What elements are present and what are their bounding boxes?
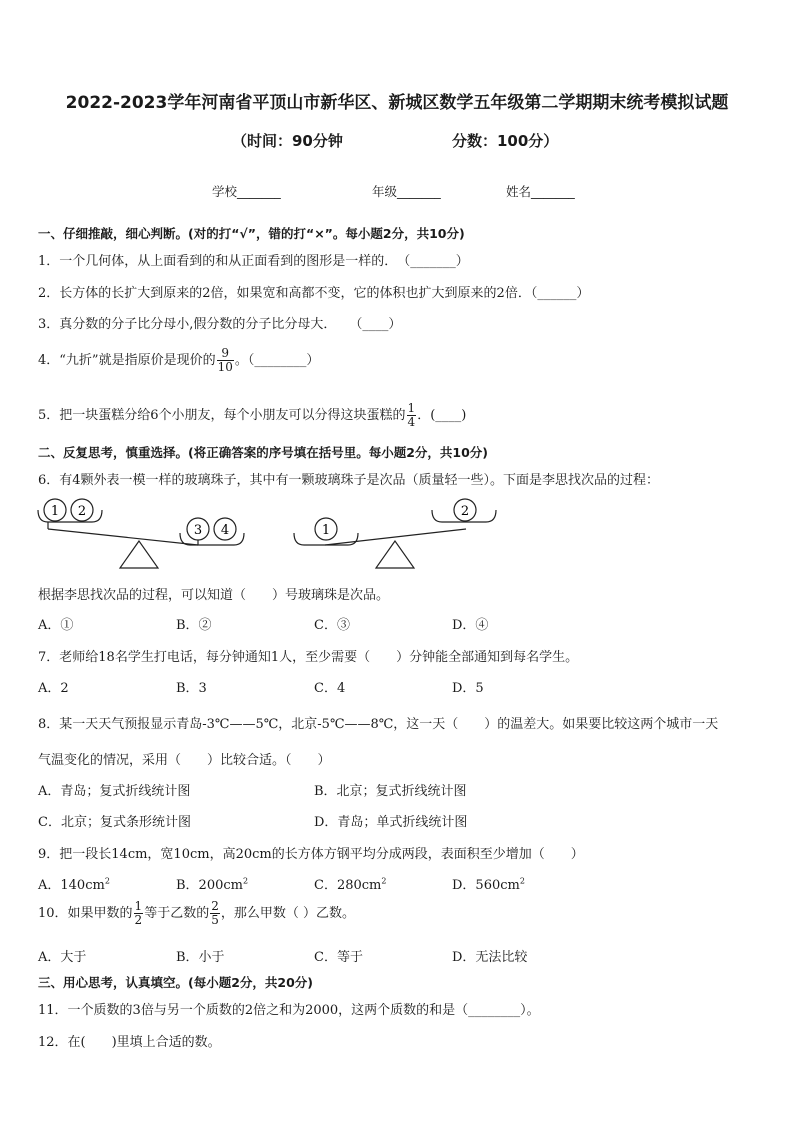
q6-option-a[interactable]: A．① [38,618,74,633]
q7-option-b[interactable]: B．3 [176,681,207,696]
question-3: 3．真分数的分子比分母小,假分数的分子比分母大． （____） [38,317,402,332]
balance-left [38,499,244,568]
q9-option-b[interactable] [176,874,248,893]
exam-score: 分数：100分） [452,132,559,150]
superscript: 2 [104,876,110,886]
balance-right [294,499,496,568]
fraction-denominator: 5 [211,913,219,927]
question-1: 1．一个几何体，从上面看到的和从正面看到的图形是一样的． （_______） [38,254,469,269]
exam-time: （时间：90分钟 [232,132,343,150]
superscript: 2 [381,876,387,886]
exam-title: 2022-2023学年河南省平顶山市新华区、新城区数学五年级第二学期期末统考模拟试题 [65,93,729,113]
ball-label: 2 [460,504,470,519]
q7-option-c[interactable]: C．4 [314,681,346,696]
superscript: 2 [519,876,525,886]
question-8-line1: 8．某一天天气预报显示青岛-3℃——5℃，北京-5℃——8℃，这一天（ ）的温差大。如果要比较这两个城市一天 [38,717,719,732]
ball-label: 4 [220,523,230,538]
fraction-9-10 [217,347,234,374]
fraction-numerator: 1 [407,401,416,415]
question-4-blank: 。（________） [234,353,320,368]
superscript: 2 [242,876,249,886]
q10-option-b[interactable]: B．小于 [176,950,225,965]
option-text: C．280cm [314,878,382,893]
ball-label: 1 [50,504,60,519]
question-10-post: ，那么甲数（ ）乙数。 [220,906,355,921]
question-5-text: 5．把一块蛋糕分给6个小朋友，每个小朋友可以分得这块蛋糕的 [38,408,406,423]
q8-option-b[interactable]: B．北京；复式折线统计图 [314,784,467,799]
q10-option-a[interactable]: A．大于 [38,950,87,965]
question-4 [38,347,319,374]
balance-scale-figure [0,495,794,575]
ball-label: 1 [321,523,331,538]
question-10-text: 10．如果甲数的 [38,906,133,921]
fraction-denominator: 10 [217,360,233,374]
fraction-1-2 [134,900,144,927]
q10-option-d[interactable]: D．无法比较 [452,950,528,965]
question-10-mid: 等于乙数的 [144,906,210,921]
fraction-numerator: 2 [211,899,219,913]
q8-option-a[interactable]: A．青岛；复式折线统计图 [38,784,191,799]
question-7: 7．老师给18名学生打电话，每分钟通知1人，至少需要（ ）分钟能全部通知到每名学生。 [38,650,579,665]
question-5-blank: ．(____) [417,408,467,423]
q9-option-c[interactable] [314,874,386,893]
school-field: 学校_______ [212,184,281,199]
question-10 [38,900,355,927]
ball-label: 3 [193,523,203,538]
question-12: 12．在( )里填上合适的数。 [38,1035,221,1050]
q7-option-d[interactable]: D．5 [452,681,484,696]
fraction-2-5 [210,900,220,927]
q6-option-d[interactable]: D．④ [452,618,489,633]
question-2: 2．长方体的长扩大到原来的2倍，如果宽和高都不变，它的体积也扩大到原来的2倍．（______） [38,286,590,301]
fraction-1-4 [407,402,417,429]
q8-option-d[interactable]: D．青岛；单式折线统计图 [314,815,468,830]
question-6-prompt: 根据李思找次品的过程，可以知道（ ）号玻璃珠是次品。 [38,588,390,603]
fraction-denominator: 2 [134,913,143,927]
section-2-heading: 二、反复思考，慎重选择。(将正确答案的序号填在括号里。每小题2分，共10分) [38,445,489,460]
question-5 [38,402,466,429]
fraction-numerator: 9 [217,347,234,361]
grade-field: 年级_______ [372,184,441,199]
name-field: 姓名_______ [506,184,575,199]
question-4-text: 4．“九折”就是指原价是现价的 [38,353,216,368]
question-9: 9．把一段长14cm，宽10cm，高20cm的长方体方钢平均分成两段，表面积至少增加（ ） [38,847,584,862]
fraction-numerator: 1 [134,899,143,913]
q7-option-a[interactable]: A．2 [38,681,69,696]
question-11: 11．一个质数的3倍与另一个质数的2倍之和为2000，这两个质数的和是（________）。 [38,1003,540,1018]
section-1-heading: 一、仔细推敲，细心判断。(对的打“√”，错的打“×”。每小题2分，共10分) [38,226,465,241]
ball-label: 2 [77,504,87,519]
section-3-heading: 三、用心思考，认真填空。(每小题2分，共20分) [38,975,314,990]
fraction-denominator: 4 [407,415,416,429]
q9-option-d[interactable] [452,874,525,893]
q10-option-c[interactable]: C．等于 [314,950,363,965]
question-6: 6．有4颗外表一模一样的玻璃珠子，其中有一颗玻璃珠子是次品（质量轻一些）。下面是李思找次品的过程： [38,473,660,488]
q6-option-c[interactable]: C．③ [314,618,350,633]
option-text: B．200cm [176,878,243,893]
q8-option-c[interactable]: C．北京；复式条形统计图 [38,815,191,830]
q6-option-b[interactable]: B．② [176,618,212,633]
option-text: D．560cm [452,878,520,893]
question-8-line2: 气温变化的情况，采用（ ）比较合适。（ ） [38,753,331,768]
option-text: A．140cm [38,878,105,893]
q9-option-a[interactable] [38,874,110,893]
